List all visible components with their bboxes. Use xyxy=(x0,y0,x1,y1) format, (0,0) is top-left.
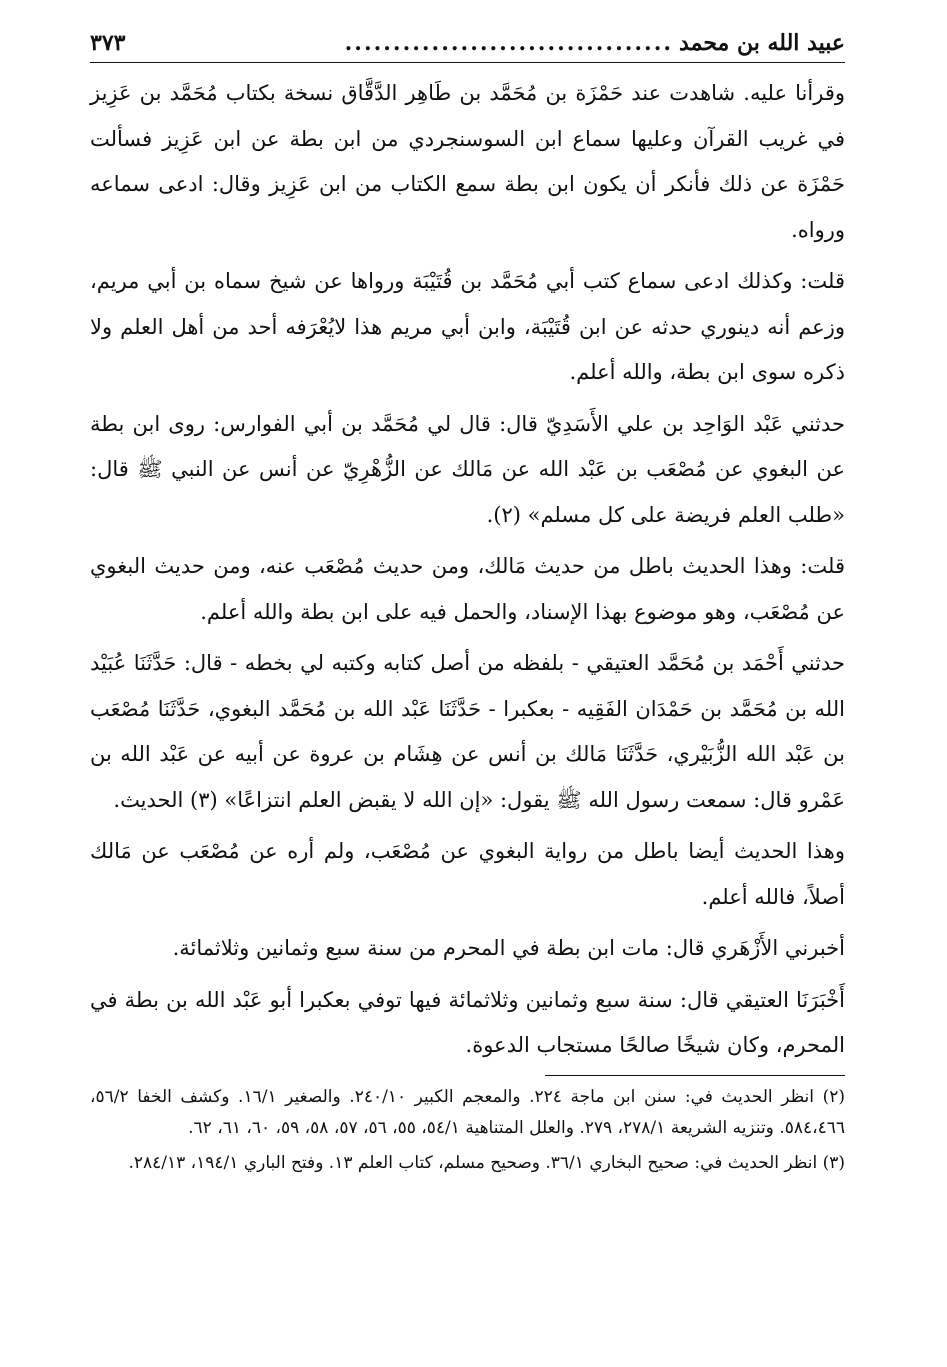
paragraph-4: قلت: وهذا الحديث باطل من حديث مَالك، ومن حديث مُصْعَب عنه، ومن حديث البغوي عن مُصْعَب، وهو موضوع بهذا الإسناد، والحمل فيه على ابن بطة والله أعلم. xyxy=(90,554,845,624)
paragraph-8: أَخْبَرَنَا العتيقي قال: سنة سبع وثمانين وثلاثمائة فيها توفي بعكبرا أبو عَبْد الله بن بطة في المحرم، وكان شيخًا صالحًا مستجاب الدعوة. xyxy=(90,987,845,1057)
running-title: عبيد الله بن محمد xyxy=(679,30,845,56)
page-number: ٣٧٣ xyxy=(90,30,126,56)
header-leader-dots: .................................. xyxy=(344,30,674,56)
main-text xyxy=(90,71,845,1069)
paragraph-1: وقرأنا عليه. شاهدت عند حَمْزَة بن مُحَمَّد بن طَاهِر الدَّقَّاق نسخة بكتاب مُحَمَّد بن عَزِيز في غريب القرآن وعليها سماع ابن السوسنجردي من ابن بطة عن ابن عَزِيز فسألت حَمْزَة عن ذلك فأنكر أن يكون ابن بطة سمع الكتاب من ابن عَزِيز وقال: ادعى سماعه ورواه. xyxy=(90,81,845,242)
footnotes xyxy=(90,1082,845,1179)
footnote-3: (٣) انظر الحديث في: صحيح البخاري ٣٦/١. وصحيح مسلم، كتاب العلم ١٣. وفتح الباري ١٩٤/١، ٢٨٤/١٣. xyxy=(128,1152,845,1173)
paragraph-6: وهذا الحديث أيضا باطل من رواية البغوي عن مُصْعَب، ولم أره عن مُصْعَب عن مَالك أصلاً، فالله أعلم. xyxy=(90,839,845,909)
footnote-2: (٢) انظر الحديث في: سنن ابن ماجة ٢٢٤. والمعجم الكبير ٢٤٠/١٠. والصغير ١٦/١. وكشف الخفا ٥٦/٢، ٥٨٤،٤٦٦. وتنزيه الشريعة ٢٧٨/١، ٢٧٩. والعلل المتناهية ٥٤/١، ٥٥، ٥٦، ٥٧، ٥٨، ٥٩، ٦٠، ٦١، ٦٢. xyxy=(90,1086,845,1138)
paragraph-5: حدثني أَحْمَد بن مُحَمَّد العتيقي - بلفظه من أصل كتابه وكتبه لي بخطه - قال: حَدَّثَنَا عُبَيْد الله بن مُحَمَّد بن حَمْدَان الفَقِيه - بعكبرا - حَدَّثَنَا عَبْد الله بن مُحَمَّد البغوي، حَدَّثَنَا مُصْعَب بن عَبْد الله الزُّبَيْري، حَدَّثَنَا مَالك بن أنس عن هِشَام بن عروة عن أبيه عن عَبْد الله بن عَمْرو قال: سمعت رسول الله ﷺ يقول: «إن الله لا يقبض العلم انتزاعًا» (٣) الحديث. xyxy=(90,651,845,812)
footnote-separator xyxy=(545,1075,845,1076)
book-page xyxy=(90,30,845,1340)
paragraph-7: أخبرني الأَزْهَري قال: مات ابن بطة في المحرم من سنة سبع وثمانين وثلاثمائة. xyxy=(172,936,845,960)
paragraph-3: حدثني عَبْد الوَاحِد بن علي الأَسَدِيّ قال: قال لي مُحَمَّد بن أبي الفوارس: روى ابن بطة عن البغوي عن مُصْعَب بن عَبْد الله عن مَالك عن الزُّهْرِيّ عن أنس عن النبي ﷺ قال: «طلب العلم فريضة على كل مسلم» (٢). xyxy=(90,411,845,527)
paragraph-2: قلت: وكذلك ادعى سماع كتب أبي مُحَمَّد بن قُتَيْبَة ورواها عن شيخ سماه بن أبي مريم، وزعم أنه دينوري حدثه عن ابن قُتَيْبَة، وابن أبي مريم هذا لايُعْرَفه أحد من أهل العلم ولا ذكره سوى ابن بطة، والله أعلم. xyxy=(90,269,845,384)
running-header xyxy=(90,30,845,63)
